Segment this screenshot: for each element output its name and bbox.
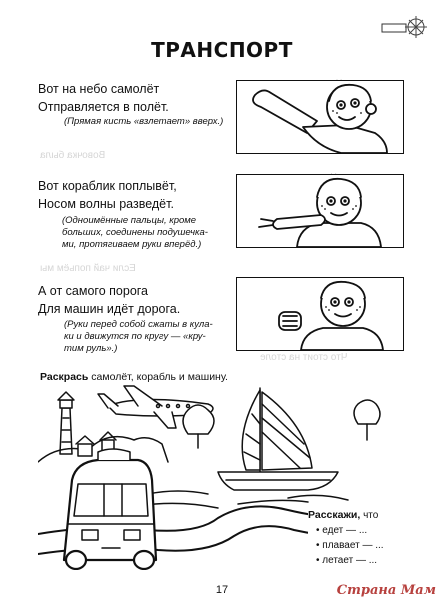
sailboat-icon bbox=[218, 388, 338, 490]
boy-hands-forward-icon bbox=[237, 175, 403, 247]
stanza-1-note bbox=[64, 116, 223, 128]
gesture-picture-boat bbox=[236, 174, 404, 248]
stanza-1-verse bbox=[38, 80, 169, 116]
gesture-picture-plane bbox=[236, 80, 404, 154]
tell-questions bbox=[308, 508, 392, 568]
task-text: самолёт, корабль и машину. bbox=[88, 371, 228, 383]
coloring-task bbox=[40, 371, 228, 383]
bleed-through-text: Что стоит на столе bbox=[260, 352, 348, 363]
note-line: (Одноимённые пальцы, кроме bbox=[62, 215, 197, 226]
bleed-through-text: Если чай попьём мы bbox=[40, 263, 136, 274]
boy-fists-steering-icon bbox=[237, 278, 403, 350]
van-icon bbox=[64, 449, 156, 569]
note-line: тим руль».) bbox=[64, 343, 118, 354]
verse-line: Носом волны разведёт. bbox=[38, 197, 174, 211]
stanza-2-verse bbox=[38, 177, 177, 213]
stanza-2-note bbox=[62, 215, 208, 251]
note-line: (Руки перед собой сжаты в кула- bbox=[64, 319, 213, 330]
tell-item: • плавает — ... bbox=[316, 540, 384, 551]
lighthouse-icon bbox=[58, 392, 74, 454]
tell-item: • едет — ... bbox=[316, 525, 368, 536]
tell-item: • летает — ... bbox=[316, 555, 378, 566]
stanza-3-note bbox=[64, 319, 213, 355]
tell-heading-bold: Расскажи, bbox=[308, 509, 361, 521]
verse-line: Отправляется в полёт. bbox=[38, 100, 169, 114]
note-line: ми, протягиваем руки вперёд.) bbox=[62, 239, 202, 250]
verse-line: Вот кораблик поплывёт, bbox=[38, 179, 177, 193]
task-verb: Раскрась bbox=[40, 371, 89, 383]
gesture-picture-car bbox=[236, 277, 404, 351]
watermark: Страна Мам bbox=[336, 583, 436, 598]
bleed-through-text: Вовочка была bbox=[40, 150, 106, 161]
note-line: ки и движутся по кругу — «кру- bbox=[64, 331, 206, 342]
tell-heading-rest: что bbox=[360, 510, 379, 521]
verse-line: А от самого порога bbox=[38, 284, 149, 298]
verse-line: Для машин идёт дорога. bbox=[38, 302, 181, 316]
note-line: (Прямая кисть «взлетает» вверх.) bbox=[64, 116, 224, 127]
page-number: 17 bbox=[215, 584, 229, 596]
verse-line: Вот на небо самолёт bbox=[38, 82, 160, 96]
boy-raising-hand-icon bbox=[237, 81, 403, 153]
tell-heading bbox=[308, 508, 392, 523]
page-title: ТРАНСПОРТ bbox=[151, 38, 293, 62]
stanza-3-verse bbox=[38, 282, 180, 318]
note-line: больших, соединены подушечка- bbox=[62, 227, 208, 238]
